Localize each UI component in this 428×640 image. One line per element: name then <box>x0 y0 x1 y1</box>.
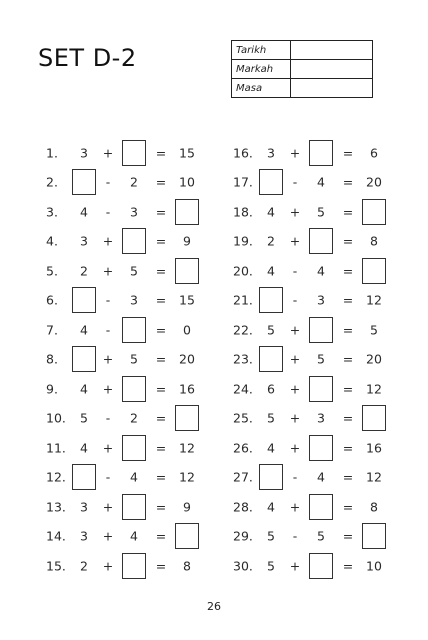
problem-number: 4. <box>46 233 58 249</box>
operand-b: 3 <box>317 410 325 426</box>
operand-a: 4 <box>267 440 275 456</box>
result: 8 <box>370 233 378 249</box>
problem-number: 2. <box>46 174 58 190</box>
problem-row <box>46 286 221 316</box>
problem-row <box>233 463 408 493</box>
problem-number: 12. <box>46 469 66 485</box>
operator: + <box>102 381 114 397</box>
equals-sign: = <box>342 233 354 249</box>
operator: - <box>292 292 298 308</box>
problem-number: 5. <box>46 263 58 279</box>
problem-number: 10. <box>46 410 66 426</box>
problem-number: 29. <box>233 528 253 544</box>
operand-b: 2 <box>130 410 138 426</box>
operator: + <box>289 322 301 338</box>
problem-number: 28. <box>233 499 253 515</box>
info-table <box>231 40 373 98</box>
result: 16 <box>179 381 195 397</box>
answer-box[interactable] <box>309 553 333 579</box>
operator: + <box>289 204 301 220</box>
info-label: Markah <box>232 60 291 79</box>
info-row-date <box>232 41 373 60</box>
operator: + <box>289 440 301 456</box>
problem-number: 13. <box>46 499 66 515</box>
problem-row <box>233 138 408 168</box>
equals-sign: = <box>155 263 167 279</box>
info-label: Tarikh <box>232 41 291 60</box>
equals-sign: = <box>155 292 167 308</box>
problem-number: 26. <box>233 440 253 456</box>
problem-number: 19. <box>233 233 253 249</box>
equals-sign: = <box>155 322 167 338</box>
operator: - <box>292 174 298 190</box>
equals-sign: = <box>155 145 167 161</box>
operator: + <box>289 410 301 426</box>
equals-sign: = <box>342 499 354 515</box>
operand-a: 5 <box>267 558 275 574</box>
operand-a: 4 <box>267 204 275 220</box>
answer-box[interactable] <box>309 435 333 461</box>
operand-a: 4 <box>80 381 88 397</box>
answer-box[interactable] <box>362 405 386 431</box>
problem-number: 16. <box>233 145 253 161</box>
result: 10 <box>179 174 195 190</box>
answer-box[interactable] <box>122 376 146 402</box>
equals-sign: = <box>342 174 354 190</box>
answer-box[interactable] <box>72 169 96 195</box>
answer-box[interactable] <box>122 553 146 579</box>
answer-box[interactable] <box>72 287 96 313</box>
operator: + <box>102 351 114 367</box>
answer-box[interactable] <box>259 287 283 313</box>
operator: + <box>102 528 114 544</box>
problem-number: 6. <box>46 292 58 308</box>
operand-a: 3 <box>267 145 275 161</box>
problem-row <box>46 197 221 227</box>
problem-row <box>46 227 221 257</box>
result: 6 <box>370 145 378 161</box>
answer-box[interactable] <box>122 494 146 520</box>
result: 8 <box>370 499 378 515</box>
operator: + <box>289 381 301 397</box>
result: 8 <box>183 558 191 574</box>
answer-box[interactable] <box>175 523 199 549</box>
operand-b: 4 <box>317 469 325 485</box>
result: 15 <box>179 145 195 161</box>
problem-row <box>233 433 408 463</box>
problem-row <box>233 315 408 345</box>
equals-sign: = <box>155 381 167 397</box>
problem-number: 18. <box>233 204 253 220</box>
equals-sign: = <box>342 322 354 338</box>
equals-sign: = <box>155 174 167 190</box>
operand-a: 2 <box>80 263 88 279</box>
operand-a: 2 <box>267 233 275 249</box>
problem-row <box>233 551 408 581</box>
operator: + <box>289 351 301 367</box>
info-value-field[interactable] <box>291 41 373 60</box>
problem-number: 15. <box>46 558 66 574</box>
equals-sign: = <box>342 440 354 456</box>
operator: + <box>102 499 114 515</box>
problem-row <box>46 345 221 375</box>
problem-row <box>46 551 221 581</box>
problem-row <box>46 492 221 522</box>
equals-sign: = <box>155 410 167 426</box>
info-value-field[interactable] <box>291 60 373 79</box>
result: 15 <box>179 292 195 308</box>
operand-a: 5 <box>267 410 275 426</box>
operand-a: 4 <box>80 322 88 338</box>
operand-b: 3 <box>317 292 325 308</box>
problem-number: 3. <box>46 204 58 220</box>
problem-row <box>233 492 408 522</box>
operand-a: 6 <box>267 381 275 397</box>
answer-box[interactable] <box>259 464 283 490</box>
operator: - <box>105 469 111 485</box>
equals-sign: = <box>155 440 167 456</box>
operand-b: 4 <box>130 528 138 544</box>
equals-sign: = <box>342 381 354 397</box>
answer-box[interactable] <box>309 494 333 520</box>
problem-row <box>46 168 221 198</box>
problem-number: 30. <box>233 558 253 574</box>
operator: + <box>289 145 301 161</box>
operator: + <box>289 499 301 515</box>
problem-row <box>46 374 221 404</box>
operand-b: 4 <box>317 174 325 190</box>
result: 9 <box>183 233 191 249</box>
problem-row <box>233 227 408 257</box>
answer-box[interactable] <box>72 346 96 372</box>
problem-row <box>233 522 408 552</box>
answer-box[interactable] <box>309 317 333 343</box>
problems-column-right <box>233 138 408 581</box>
operand-a: 4 <box>267 263 275 279</box>
answer-box[interactable] <box>122 228 146 254</box>
answer-box[interactable] <box>175 405 199 431</box>
answer-box[interactable] <box>175 199 199 225</box>
result: 9 <box>183 499 191 515</box>
problem-row <box>233 197 408 227</box>
operator: + <box>289 233 301 249</box>
operand-b: 5 <box>130 351 138 367</box>
answer-box[interactable] <box>72 464 96 490</box>
operand-a: 5 <box>267 322 275 338</box>
operand-b: 3 <box>130 204 138 220</box>
operand-a: 3 <box>80 145 88 161</box>
answer-box[interactable] <box>309 140 333 166</box>
problem-number: 9. <box>46 381 58 397</box>
operator: + <box>102 558 114 574</box>
operand-a: 3 <box>80 499 88 515</box>
info-row-marks <box>232 60 373 79</box>
result: 12 <box>366 381 382 397</box>
problem-row <box>233 256 408 286</box>
problem-number: 24. <box>233 381 253 397</box>
problem-number: 25. <box>233 410 253 426</box>
equals-sign: = <box>155 204 167 220</box>
equals-sign: = <box>155 499 167 515</box>
equals-sign: = <box>342 263 354 279</box>
problem-number: 11. <box>46 440 66 456</box>
equals-sign: = <box>155 558 167 574</box>
operand-b: 5 <box>130 263 138 279</box>
operand-b: 4 <box>317 263 325 279</box>
info-value-field[interactable] <box>291 79 373 98</box>
problem-row <box>46 522 221 552</box>
answer-box[interactable] <box>122 317 146 343</box>
operator: - <box>105 174 111 190</box>
problem-number: 22. <box>233 322 253 338</box>
problems-column-left <box>46 138 221 581</box>
operand-a: 2 <box>80 558 88 574</box>
result: 20 <box>179 351 195 367</box>
operator: + <box>102 440 114 456</box>
operator: - <box>292 263 298 279</box>
result: 12 <box>366 469 382 485</box>
result: 5 <box>370 322 378 338</box>
problem-number: 8. <box>46 351 58 367</box>
operand-b: 5 <box>317 351 325 367</box>
operator: - <box>292 528 298 544</box>
operator: + <box>102 233 114 249</box>
answer-box[interactable] <box>362 523 386 549</box>
result: 12 <box>179 440 195 456</box>
equals-sign: = <box>342 145 354 161</box>
operator: + <box>289 558 301 574</box>
operand-a: 5 <box>267 528 275 544</box>
problem-number: 17. <box>233 174 253 190</box>
equals-sign: = <box>342 351 354 367</box>
operand-a: 5 <box>80 410 88 426</box>
answer-box[interactable] <box>362 258 386 284</box>
result: 20 <box>366 351 382 367</box>
answer-box[interactable] <box>309 376 333 402</box>
operand-a: 3 <box>80 528 88 544</box>
answer-box[interactable] <box>122 140 146 166</box>
answer-box[interactable] <box>259 169 283 195</box>
equals-sign: = <box>342 558 354 574</box>
answer-box[interactable] <box>175 258 199 284</box>
equals-sign: = <box>155 351 167 367</box>
equals-sign: = <box>342 204 354 220</box>
problem-number: 27. <box>233 469 253 485</box>
problem-row <box>46 256 221 286</box>
operator: - <box>105 410 111 426</box>
result: 16 <box>366 440 382 456</box>
problem-row <box>233 345 408 375</box>
result: 0 <box>183 322 191 338</box>
problem-number: 23. <box>233 351 253 367</box>
page-number: 26 <box>207 600 221 613</box>
operand-b: 2 <box>130 174 138 190</box>
equals-sign: = <box>342 528 354 544</box>
equals-sign: = <box>155 469 167 485</box>
problem-number: 20. <box>233 263 253 279</box>
operator: - <box>105 292 111 308</box>
operator: - <box>105 322 111 338</box>
problem-row <box>46 404 221 434</box>
problem-row <box>233 374 408 404</box>
operand-a: 3 <box>80 233 88 249</box>
operator: + <box>102 263 114 279</box>
result: 20 <box>366 174 382 190</box>
problem-row <box>46 315 221 345</box>
problem-number: 7. <box>46 322 58 338</box>
operand-b: 5 <box>317 204 325 220</box>
operand-a: 4 <box>267 499 275 515</box>
operand-a: 4 <box>80 204 88 220</box>
equals-sign: = <box>342 292 354 308</box>
info-label: Masa <box>232 79 291 98</box>
problem-number: 21. <box>233 292 253 308</box>
answer-box[interactable] <box>309 228 333 254</box>
answer-box[interactable] <box>122 435 146 461</box>
equals-sign: = <box>342 410 354 426</box>
problem-row <box>233 168 408 198</box>
operand-b: 5 <box>317 528 325 544</box>
operator: + <box>102 145 114 161</box>
equals-sign: = <box>155 528 167 544</box>
equals-sign: = <box>155 233 167 249</box>
operand-b: 4 <box>130 469 138 485</box>
operator: - <box>105 204 111 220</box>
result: 12 <box>179 469 195 485</box>
operator: - <box>292 469 298 485</box>
problem-number: 1. <box>46 145 58 161</box>
result: 10 <box>366 558 382 574</box>
problem-row <box>233 286 408 316</box>
answer-box[interactable] <box>259 346 283 372</box>
answer-box[interactable] <box>362 199 386 225</box>
info-row-time <box>232 79 373 98</box>
problem-number: 14. <box>46 528 66 544</box>
problem-row <box>46 138 221 168</box>
operand-a: 4 <box>80 440 88 456</box>
problem-row <box>46 463 221 493</box>
problem-row <box>46 433 221 463</box>
result: 12 <box>366 292 382 308</box>
problem-row <box>233 404 408 434</box>
equals-sign: = <box>342 469 354 485</box>
worksheet-title: SET D-2 <box>38 44 137 72</box>
operand-b: 3 <box>130 292 138 308</box>
